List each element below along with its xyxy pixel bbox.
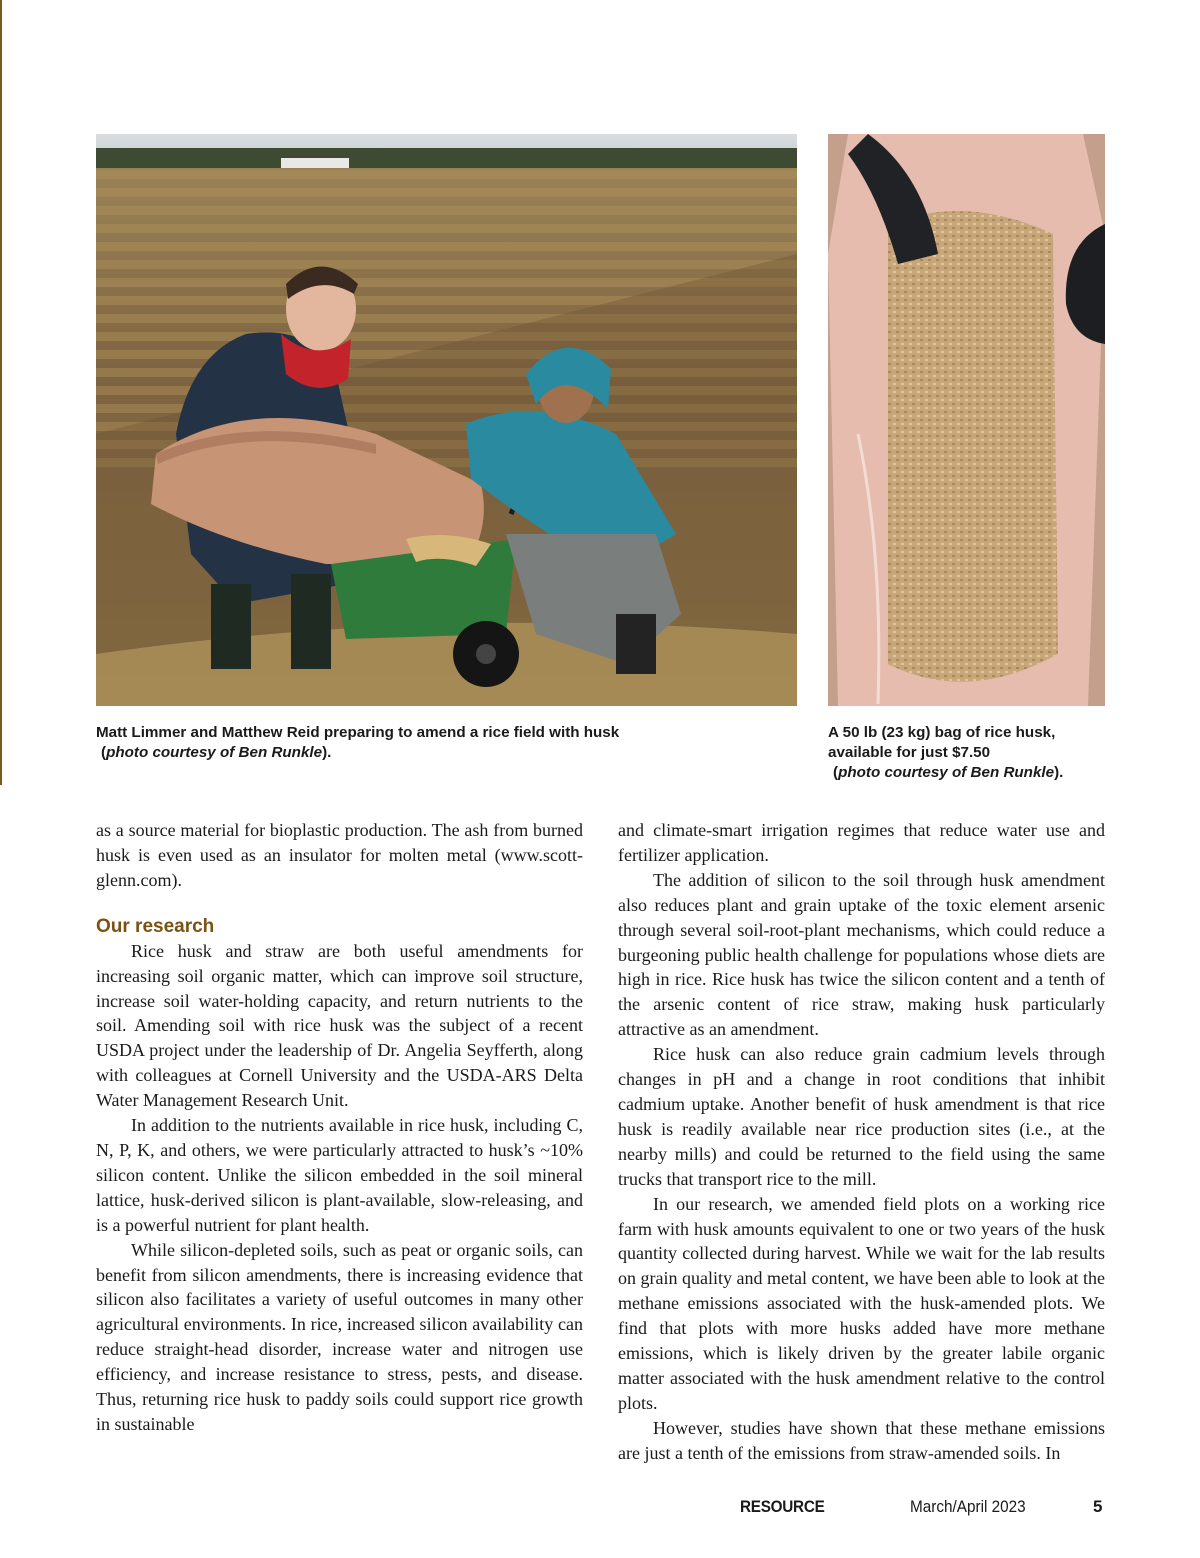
paragraph: However, studies have shown that these methane emissions are just a tenth of the emissions from straw-amended soils. In — [618, 1417, 1105, 1463]
paragraph: Rice husk can also reduce grain cadmium levels through changes in pH and a change in root conditions that inhibit cadmium uptake. Another benefit of husk amendment is that rice husk is readily available near rice production sites (i.e., at the nearby mills) and could be returned to the field using the same trucks that transport rice to the mill. — [618, 1044, 1105, 1189]
section-heading: Our research — [96, 915, 215, 937]
rice-husk-bag-photo — [828, 134, 1105, 706]
paragraph: as a source material for bioplastic production. The ash from burned husk is even used as an insulator for molten metal (www.scott-glenn.com). — [96, 820, 583, 890]
article-column-right — [618, 818, 1105, 1466]
photo-credit-line — [828, 763, 1108, 783]
caption-line-1: A 50 lb (23 kg) bag of rice husk, — [828, 724, 1056, 741]
photo-credit-line — [96, 743, 796, 763]
credit-open: ( — [833, 764, 839, 781]
credit-open: ( — [101, 744, 107, 761]
magazine-name: RESOURCE — [740, 1497, 825, 1516]
paragraph: In addition to the nutrients available in rice husk, including C, N, P, K, and others, we were particularly attracted to husk’s ~10% silicon content. Unlike the silicon embedded in the soil mineral lattice, husk-derived silicon is plant-available, slow-releasing, and is a powerful nutrient for plant health. — [96, 1115, 583, 1235]
caption-text: Matt Limmer and Matthew Reid preparing to amend a rice field with husk — [96, 724, 620, 741]
page-number: 5 — [1093, 1497, 1103, 1516]
caption-line-2: available for just $7.50 — [828, 744, 991, 761]
issue-date: March/April 2023 — [910, 1497, 1026, 1516]
photo-credit: photo courtesy of Ben Runkle — [838, 764, 1055, 781]
paragraph: In our research, we amended field plots on a working rice farm with husk amounts equivalent to one or two years of the husk quantity collected during harvest. While we wait for the lab results on grain quality and metal content, we have been able to look at the methane emissions associated with the husk-amended plots. We find that plots with more husks added have more methane emissions, which is likely driven by the greater labile organic matter associated with the husk amendment relative to the control plots. — [618, 1193, 1105, 1413]
paragraph: While silicon-depleted soils, such as peat or organic soils, can benefit from silicon amendments, there is increasing evidence that silicon also facilitates a variety of useful outcomes in many other agricultural environments. In rice, increased silicon availability can reduce straight-head disorder, increase water and nitrogen use efficiency, and increase resistance to stress, pests, and disease. Thus, returning rice husk to paddy soils could support rice growth in sustainable — [96, 1239, 583, 1434]
photo-credit: photo courtesy of Ben Runkle — [106, 744, 323, 761]
paragraph: The addition of silicon to the soil through husk amendment also reduces plant and grain uptake of the toxic element arsenic through several soil-root-plant mechanisms, which could reduce a burgeoning public health challenge for populations whose diets are high in rice. Rice husk has twice the silicon content and a tenth of the arsenic content of rice straw, making husk particularly attractive as an amendment. — [618, 869, 1105, 1040]
paragraph: and climate-smart irrigation regimes that reduce water use and fertilizer application. — [618, 820, 1105, 865]
credit-close: ). — [322, 744, 332, 761]
page-edge-line — [0, 0, 2, 785]
article-column-left — [96, 818, 583, 1437]
field-photo-caption — [96, 723, 796, 763]
page-footer — [0, 1497, 1200, 1521]
credit-close: ). — [1054, 764, 1064, 781]
paragraph: Rice husk and straw are both useful amendments for increasing soil organic matter, which can improve soil structure, increase soil water-holding capacity, and return nutrients to the soil. Amending soil with rice husk was the subject of a recent USDA project under the leadership of Dr. Angelia Seyfferth, along with colleagues at Cornell University and the USDA-ARS Delta Water Management Research Unit. — [96, 940, 583, 1111]
bag-photo-caption — [828, 723, 1108, 783]
field-photo — [96, 134, 797, 706]
